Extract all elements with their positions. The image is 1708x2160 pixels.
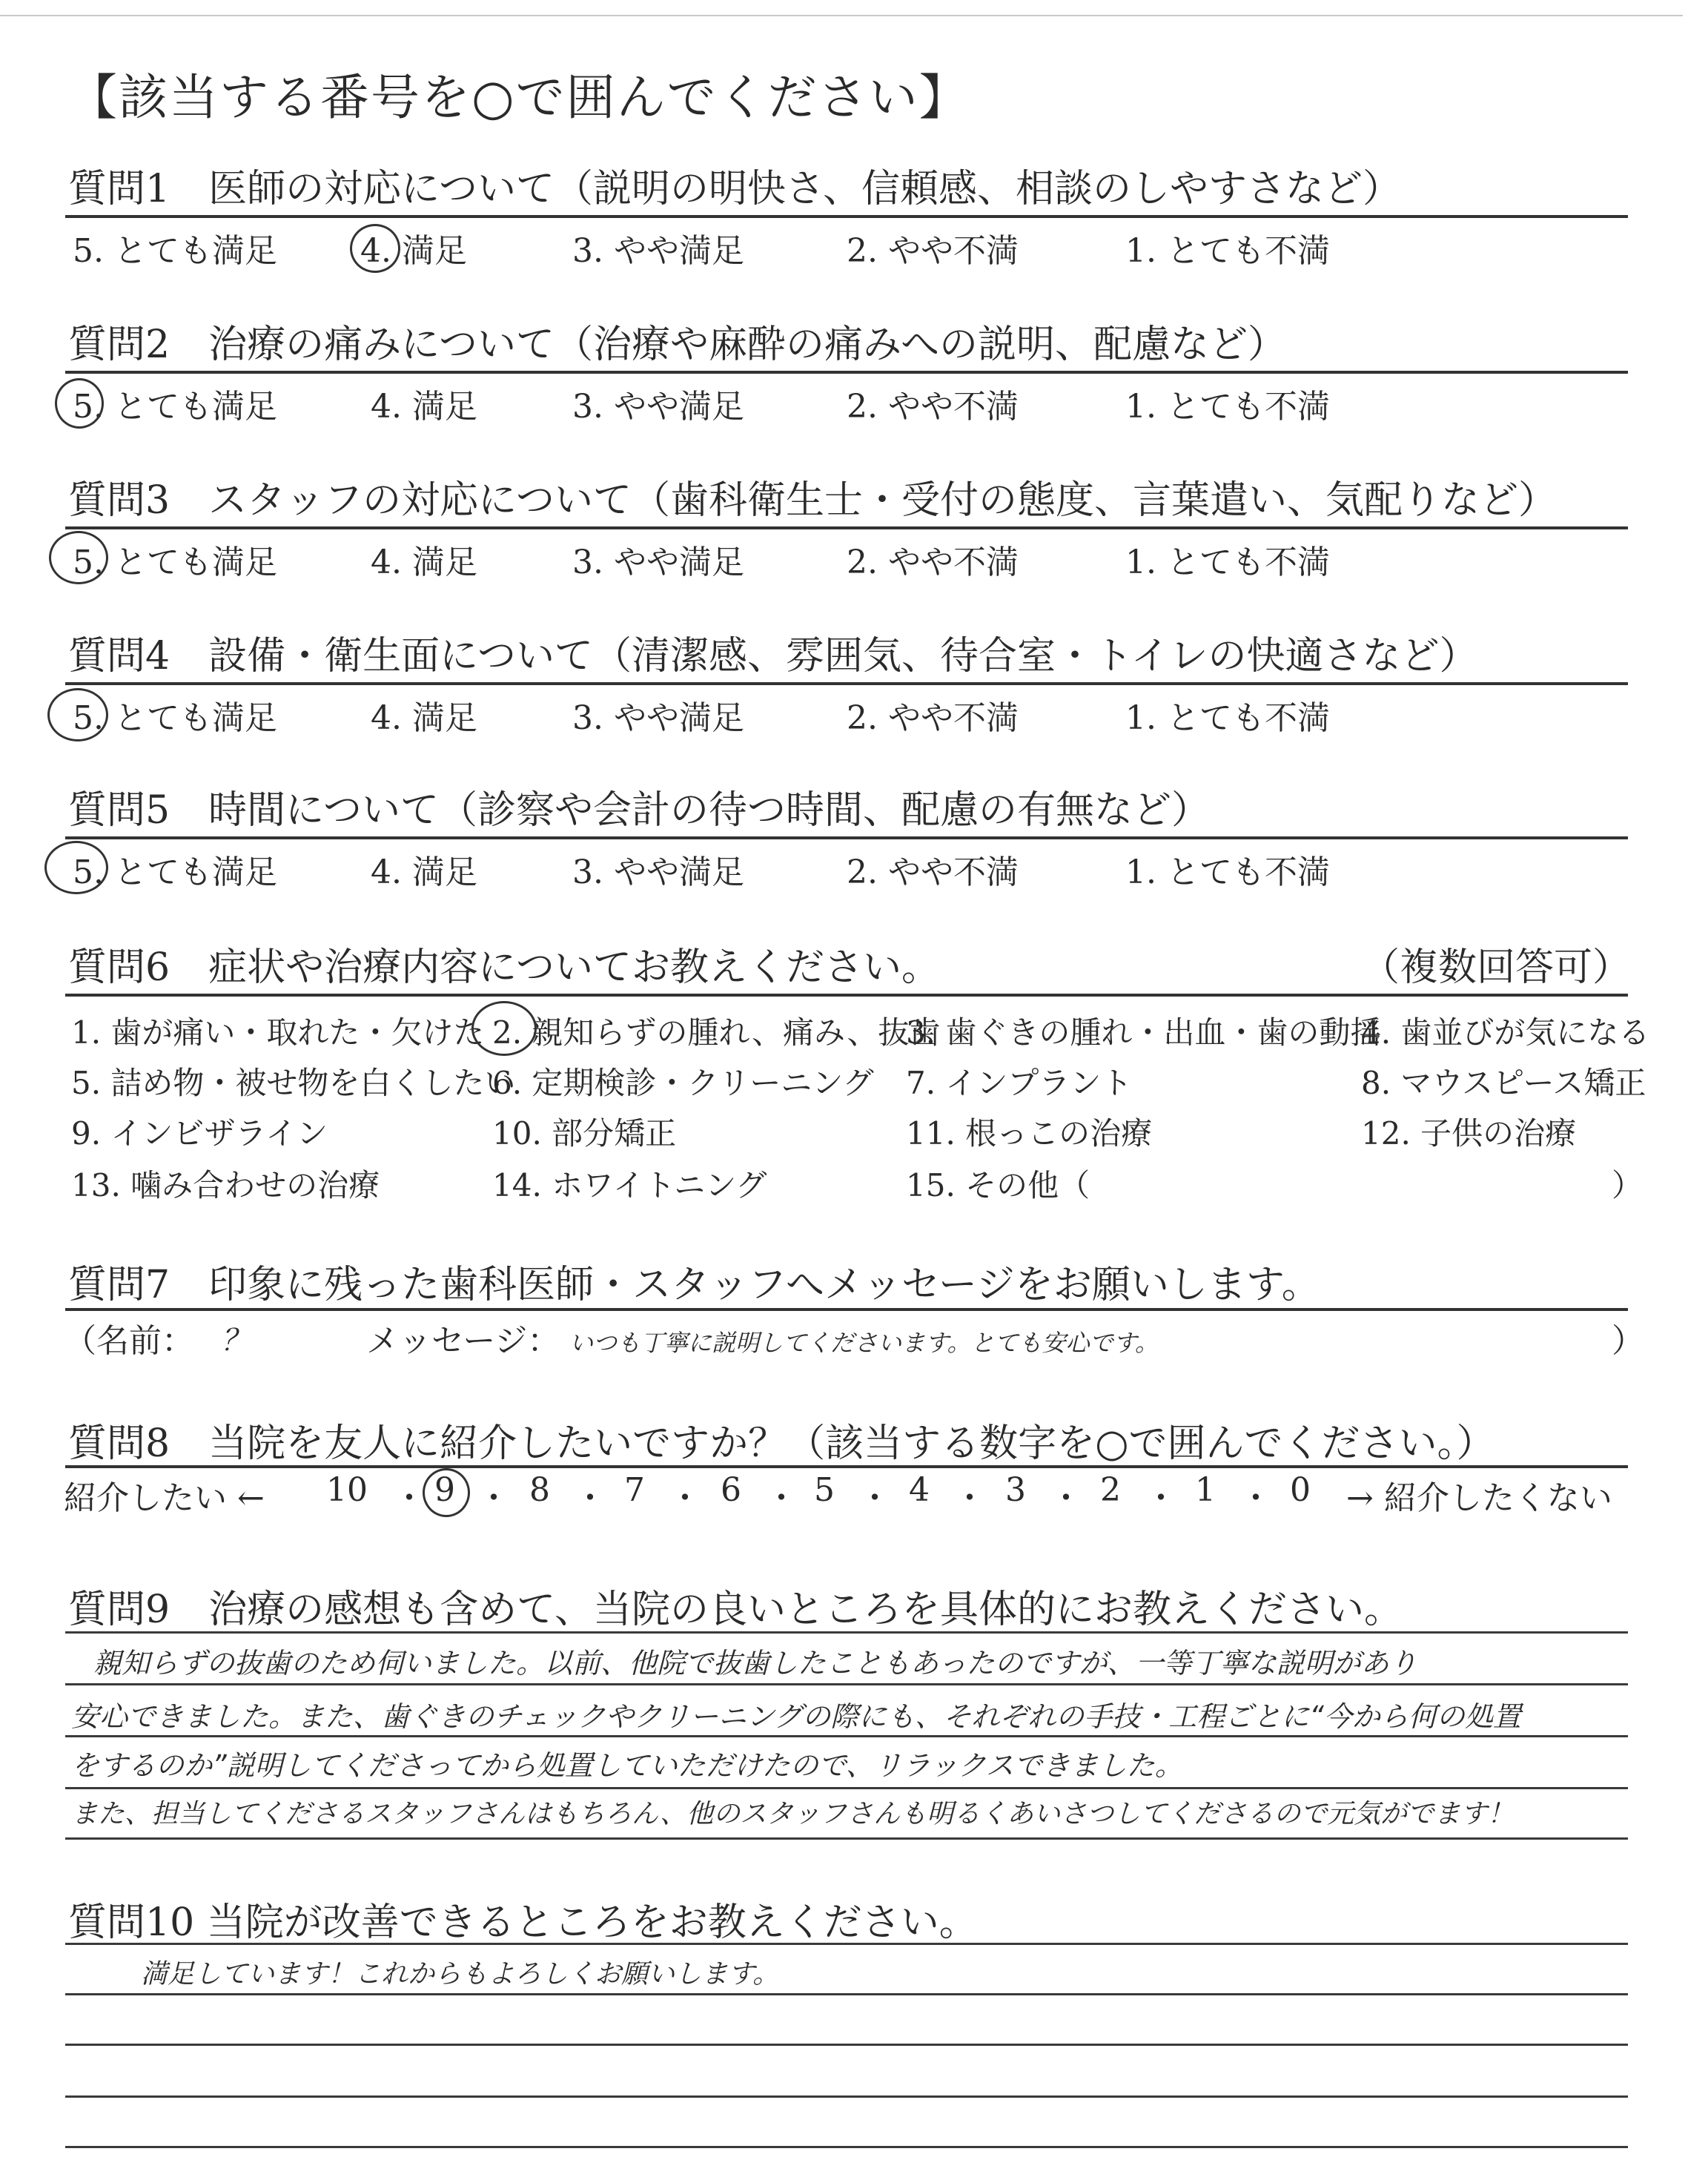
q1-option-4[interactable]: 4. 満足: [360, 232, 467, 270]
q6-title: 質問6 症状や治療内容についてお教えください。: [68, 945, 941, 990]
q9-rule-4: [65, 1837, 1628, 1840]
q1-rule: [65, 215, 1628, 218]
q4-option-4[interactable]: 4. 満足: [371, 699, 477, 737]
q8-number-6[interactable]: 6: [721, 1471, 741, 1509]
q10-rule-1: [65, 1993, 1628, 1995]
q10-line-1[interactable]: 満足しています！これからもよろしくお願いします。: [141, 1959, 780, 1989]
q10-rule-0: [65, 1943, 1628, 1945]
q6-option-6[interactable]: 6. 定期検診・クリーニング: [492, 1065, 874, 1101]
q6-option-3[interactable]: 3. 歯ぐきの腫れ・出血・歯の動揺: [906, 1014, 1382, 1051]
q3-option-5[interactable]: 5. とても満足: [73, 544, 277, 581]
q7-name-label: （名前：: [64, 1322, 194, 1360]
page-header: 【該当する番号を○で囲んでください】: [68, 69, 970, 126]
q9-rule-2: [65, 1735, 1628, 1737]
q6-rule: [65, 994, 1628, 997]
q3-option-2[interactable]: 2. やや不満: [847, 544, 1019, 581]
q8-number-10[interactable]: 10: [326, 1471, 368, 1509]
q10-rule-3: [65, 2095, 1628, 2098]
q2-option-3[interactable]: 3. やや満足: [572, 388, 744, 426]
q6-option-15[interactable]: 15. その他（: [906, 1167, 1090, 1203]
q3-option-4[interactable]: 4. 満足: [371, 544, 477, 581]
q8-sep: ・: [1050, 1479, 1082, 1517]
q8-sep: ・: [765, 1479, 798, 1517]
q8-number-2[interactable]: 2: [1100, 1471, 1121, 1509]
q9-line-2[interactable]: 安心できました。また、歯ぐきのチェックやクリーニングの際にも、それぞれの手技・工程ごとに“今から何の処置: [71, 1700, 1521, 1733]
q9-rule-1: [65, 1683, 1628, 1685]
q8-number-4[interactable]: 4: [909, 1471, 930, 1509]
q2-option-4[interactable]: 4. 満足: [371, 388, 477, 426]
q6-option-1[interactable]: 1. 歯が痛い・取れた・欠けた: [71, 1014, 485, 1051]
q5-option-4[interactable]: 4. 満足: [371, 853, 477, 891]
q2-rule: [65, 371, 1628, 374]
q5-option-2[interactable]: 2. やや不満: [847, 853, 1019, 891]
q6-multi-answer-note: （複数回答可）: [1361, 945, 1632, 990]
q5-rule: [65, 836, 1628, 839]
q4-title: 質問4 設備・衛生面について（清潔感、雰囲気、待合室・トイレの快適さなど）: [68, 634, 1478, 678]
q10-title: 質問10 当院が改善できるところをお教えください。: [68, 1900, 978, 1945]
q6-option-7[interactable]: 7. インプラント: [906, 1065, 1133, 1101]
q4-option-5[interactable]: 5. とても満足: [73, 699, 277, 737]
q8-sep: ・: [477, 1479, 510, 1517]
q8-title: 質問8 当院を友人に紹介したいですか？（該当する数字を○で囲んでください。）: [68, 1421, 1495, 1466]
q6-option-5[interactable]: 5. 詰め物・被せ物を白くしたい: [71, 1065, 516, 1101]
q7-name-value[interactable]: ？: [221, 1324, 251, 1358]
q6-option-11[interactable]: 11. 根っこの治療: [906, 1115, 1153, 1152]
q8-left-label: 紹介したい ←: [64, 1479, 265, 1517]
q6-option-8[interactable]: 8. マウスピース矯正: [1361, 1065, 1646, 1101]
q1-option-1[interactable]: 1. とても不満: [1125, 232, 1330, 270]
q4-option-3[interactable]: 3. やや満足: [572, 699, 744, 737]
q3-option-3[interactable]: 3. やや満足: [572, 544, 744, 581]
q5-option-5[interactable]: 5. とても満足: [73, 853, 277, 891]
q7-message-label: メッセージ：: [366, 1322, 560, 1360]
q1-option-3[interactable]: 3. やや満足: [572, 232, 744, 270]
q6-other-close-paren: ）: [1612, 1167, 1644, 1203]
q9-rule-0: [65, 1631, 1628, 1634]
q5-option-1[interactable]: 1. とても不満: [1125, 853, 1330, 891]
q7-rule: [65, 1308, 1628, 1311]
q4-option-1[interactable]: 1. とても不満: [1125, 699, 1330, 737]
q9-line-3[interactable]: をするのか”説明してくださってから処置していただけたので、リラックスできました。: [71, 1749, 1183, 1782]
q1-title: 質問1 医師の対応について（説明の明快さ、信頼感、相談のしやすさなど）: [68, 167, 1401, 211]
q8-number-7[interactable]: 7: [624, 1471, 645, 1509]
q6-option-13[interactable]: 13. 噛み合わせの治療: [71, 1167, 380, 1203]
q8-number-5[interactable]: 5: [814, 1471, 835, 1509]
q7-message-value[interactable]: いつも丁寧に説明してくださいます。とても安心です。: [569, 1329, 1159, 1357]
q6-option-12[interactable]: 12. 子供の治療: [1361, 1115, 1577, 1152]
q8-number-0[interactable]: 0: [1290, 1471, 1311, 1509]
q10-rule-2: [65, 2044, 1628, 2046]
q8-right-label: → 紹介したくない: [1346, 1479, 1612, 1517]
q7-title: 質問7 印象に残った歯科医師・スタッフへメッセージをお願いします。: [68, 1263, 1320, 1307]
q9-title: 質問9 治療の感想も含めて、当院の良いところを具体的にお教えください。: [68, 1588, 1403, 1632]
q8-sep: ・: [1239, 1479, 1272, 1517]
q8-rule: [65, 1465, 1628, 1468]
q8-number-8[interactable]: 8: [529, 1471, 550, 1509]
q8-sep: ・: [858, 1479, 891, 1517]
q6-option-2[interactable]: 2. 親知らずの腫れ、痛み、抜歯: [492, 1014, 941, 1051]
page-top-border: [0, 15, 1683, 16]
q1-option-5[interactable]: 5. とても満足: [73, 232, 277, 270]
q2-option-1[interactable]: 1. とても不満: [1125, 388, 1330, 426]
q2-option-5[interactable]: 5. とても満足: [73, 388, 277, 426]
q6-option-9[interactable]: 9. インビザライン: [71, 1115, 328, 1152]
q8-sep: ・: [953, 1479, 986, 1517]
q3-rule: [65, 526, 1628, 529]
q6-option-10[interactable]: 10. 部分矯正: [492, 1115, 677, 1152]
q4-option-2[interactable]: 2. やや不満: [847, 699, 1019, 737]
q8-sep: ・: [393, 1479, 426, 1517]
q8-number-3[interactable]: 3: [1005, 1471, 1026, 1509]
q8-sep: ・: [669, 1479, 701, 1517]
q9-line-1[interactable]: 親知らずの抜歯のため伺いました。以前、他院で抜歯したこともあったのですが、一等丁寧な説明があり: [93, 1647, 1417, 1680]
q2-option-2[interactable]: 2. やや不満: [847, 388, 1019, 426]
q8-number-9[interactable]: 9: [434, 1471, 455, 1509]
q8-sep: ・: [1145, 1479, 1177, 1517]
q6-option-14[interactable]: 14. ホワイトニング: [492, 1167, 767, 1203]
q8-sep: ・: [574, 1479, 606, 1517]
q1-option-2[interactable]: 2. やや不満: [847, 232, 1019, 270]
q4-rule: [65, 682, 1628, 685]
q5-title: 質問5 時間について（診察や会計の待つ時間、配慮の有無など）: [68, 788, 1211, 833]
q8-number-1[interactable]: 1: [1195, 1471, 1216, 1509]
q10-rule-4: [65, 2146, 1628, 2148]
q5-option-3[interactable]: 3. やや満足: [572, 853, 744, 891]
q9-rule-3: [65, 1787, 1628, 1789]
q3-title: 質問3 スタッフの対応について（歯科衛生士・受付の態度、言葉遣い、気配りなど）: [68, 478, 1558, 523]
q9-line-4[interactable]: また、担当してくださるスタッフさんはもちろん、他のスタッフさんも明るくあいさつしてくださるので元気がでます！: [71, 1799, 1515, 1829]
q2-title: 質問2 治療の痛みについて（治療や麻酔の痛みへの説明、配慮など）: [68, 323, 1287, 367]
q6-option-4[interactable]: 4. 歯並びが気になる: [1361, 1014, 1650, 1051]
q7-close-paren: ）: [1612, 1322, 1644, 1360]
q3-option-1[interactable]: 1. とても不満: [1125, 544, 1330, 581]
